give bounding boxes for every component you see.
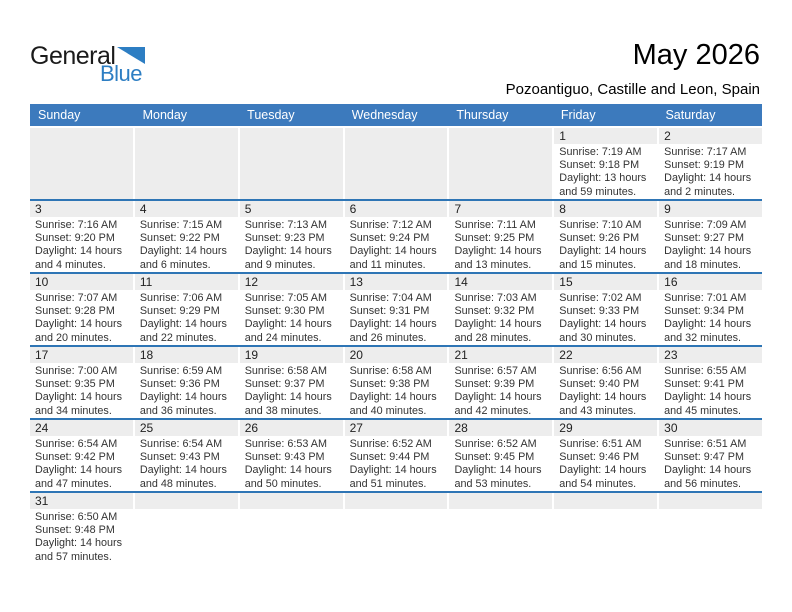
- calendar-cell-day-31: [30, 493, 133, 566]
- sunrise-text: Sunrise: 6:56 AM: [559, 365, 642, 377]
- day-details: [345, 290, 448, 345]
- sunrise-text: Sunrise: 7:13 AM: [244, 219, 327, 231]
- sunrise-text: Sunrise: 6:52 AM: [454, 438, 537, 450]
- weekday-header-tuesday: Tuesday: [247, 108, 295, 122]
- empty-cell: [659, 493, 762, 566]
- sunrise-text: Sunrise: 7:10 AM: [559, 219, 642, 231]
- day-number: 20: [345, 347, 448, 363]
- daylight-text-line2: and 45 minutes.: [664, 404, 741, 417]
- daylight-text-line1: Daylight: 14 hours: [559, 391, 647, 404]
- sunset-text: Sunset: 9:43 PM: [139, 451, 220, 464]
- calendar-cell-day-9: [659, 201, 762, 272]
- daylight-text-line1: Daylight: 14 hours: [664, 318, 752, 331]
- sunset-text: Sunset: 9:28 PM: [35, 305, 115, 318]
- day-details: [449, 290, 552, 345]
- sunrise-text: Sunrise: 7:06 AM: [139, 292, 223, 304]
- empty-cell: [240, 128, 343, 199]
- sunset-text: Sunset: 9:33 PM: [559, 305, 640, 318]
- day-number: 8: [554, 201, 657, 217]
- daylight-text-line2: and 59 minutes.: [559, 185, 637, 198]
- day-details: [554, 290, 657, 345]
- day-details: [449, 436, 552, 491]
- day-number: 10: [30, 274, 133, 290]
- daylight-text-line2: and 20 minutes.: [35, 331, 112, 344]
- empty-cell: [345, 493, 448, 566]
- day-number: 1: [554, 128, 657, 144]
- daylight-text-line1: Daylight: 14 hours: [139, 464, 227, 477]
- sunset-text: Sunset: 9:43 PM: [244, 451, 325, 464]
- day-details: [449, 217, 552, 272]
- calendar-cell-day-20: [345, 347, 448, 418]
- sunset-text: Sunset: 9:37 PM: [244, 378, 325, 391]
- sunset-text: Sunset: 9:26 PM: [559, 232, 640, 245]
- day-number: [449, 493, 552, 509]
- daylight-text-line1: Daylight: 14 hours: [454, 318, 542, 331]
- week-row: [30, 493, 762, 566]
- sunrise-text: Sunrise: 7:09 AM: [664, 219, 747, 231]
- sunset-text: Sunset: 9:23 PM: [244, 232, 325, 245]
- day-details: [554, 217, 657, 272]
- sunset-text: Sunset: 9:36 PM: [139, 378, 220, 391]
- empty-cell: [240, 493, 343, 566]
- daylight-text-line1: Daylight: 14 hours: [139, 391, 227, 404]
- empty-cell: [135, 493, 238, 566]
- day-details: [135, 363, 238, 418]
- daylight-text-line2: and 57 minutes.: [35, 550, 112, 563]
- sunrise-text: Sunrise: 7:07 AM: [35, 292, 118, 304]
- daylight-text-line1: Daylight: 14 hours: [35, 245, 123, 258]
- sunrise-text: Sunrise: 6:50 AM: [35, 511, 118, 523]
- weekday-header-row: [30, 104, 762, 126]
- day-details: [659, 363, 762, 418]
- daylight-text-line2: and 13 minutes.: [454, 258, 532, 271]
- daylight-text-line1: Daylight: 14 hours: [664, 172, 752, 185]
- sunset-text: Sunset: 9:31 PM: [349, 305, 430, 318]
- empty-cell: [554, 493, 657, 566]
- daylight-text-line1: Daylight: 14 hours: [664, 391, 752, 404]
- day-number: 31: [30, 493, 133, 509]
- sunrise-text: Sunrise: 6:52 AM: [349, 438, 432, 450]
- daylight-text-line1: Daylight: 14 hours: [35, 464, 123, 477]
- sunrise-text: Sunrise: 7:11 AM: [454, 219, 536, 231]
- page-subtitle: Pozoantiguo, Castille and Leon, Spain: [505, 80, 760, 98]
- sunset-text: Sunset: 9:38 PM: [349, 378, 430, 391]
- daylight-text-line1: Daylight: 14 hours: [244, 318, 332, 331]
- day-number: 23: [659, 347, 762, 363]
- daylight-text-line2: and 43 minutes.: [559, 404, 637, 417]
- day-number: 27: [345, 420, 448, 436]
- sunset-text: Sunset: 9:29 PM: [139, 305, 220, 318]
- day-details: [659, 436, 762, 491]
- weekday-header-monday: Monday: [142, 108, 188, 122]
- day-number: 19: [240, 347, 343, 363]
- sunset-text: Sunset: 9:47 PM: [664, 451, 744, 464]
- day-details: [345, 217, 448, 272]
- daylight-text-line2: and 18 minutes.: [664, 258, 741, 271]
- sunset-text: Sunset: 9:27 PM: [664, 232, 744, 245]
- daylight-text-line2: and 50 minutes.: [244, 477, 322, 490]
- daylight-text-line1: Daylight: 14 hours: [244, 391, 332, 404]
- day-number: 4: [135, 201, 238, 217]
- day-details: [240, 436, 343, 491]
- empty-cell: [135, 128, 238, 199]
- sunrise-text: Sunrise: 7:12 AM: [349, 219, 432, 231]
- daylight-text-line2: and 30 minutes.: [559, 331, 637, 344]
- daylight-text-line1: Daylight: 14 hours: [664, 464, 752, 477]
- calendar-cell-day-27: [345, 420, 448, 491]
- calendar-grid: [30, 104, 762, 566]
- week-row: [30, 274, 762, 347]
- day-details: [30, 363, 133, 418]
- day-number: 12: [240, 274, 343, 290]
- daylight-text-line2: and 32 minutes.: [664, 331, 741, 344]
- day-details: [30, 290, 133, 345]
- sunset-text: Sunset: 9:34 PM: [664, 305, 744, 318]
- day-number: 28: [449, 420, 552, 436]
- empty-cell: [449, 128, 552, 199]
- sunset-text: Sunset: 9:32 PM: [454, 305, 535, 318]
- daylight-text-line1: Daylight: 14 hours: [349, 318, 437, 331]
- daylight-text-line2: and 4 minutes.: [35, 258, 106, 271]
- day-number: 22: [554, 347, 657, 363]
- day-details: [135, 436, 238, 491]
- calendar-cell-day-17: [30, 347, 133, 418]
- sunrise-text: Sunrise: 6:59 AM: [139, 365, 223, 377]
- day-number: 24: [30, 420, 133, 436]
- day-details: [135, 217, 238, 272]
- calendar-cell-day-24: [30, 420, 133, 491]
- day-number: 7: [449, 201, 552, 217]
- sunrise-text: Sunrise: 6:55 AM: [664, 365, 747, 377]
- daylight-text-line1: Daylight: 14 hours: [244, 464, 332, 477]
- day-details: [345, 436, 448, 491]
- calendar-cell-day-13: [345, 274, 448, 345]
- calendar-cell-day-5: [240, 201, 343, 272]
- daylight-text-line2: and 48 minutes.: [139, 477, 217, 490]
- daylight-text-line2: and 9 minutes.: [244, 258, 316, 271]
- sunset-text: Sunset: 9:25 PM: [454, 232, 535, 245]
- daylight-text-line1: Daylight: 14 hours: [454, 245, 542, 258]
- calendar-cell-day-18: [135, 347, 238, 418]
- sunrise-text: Sunrise: 6:58 AM: [349, 365, 432, 377]
- daylight-text-line2: and 40 minutes.: [349, 404, 427, 417]
- calendar-cell-day-8: [554, 201, 657, 272]
- sunset-text: Sunset: 9:19 PM: [664, 159, 744, 172]
- day-number: 16: [659, 274, 762, 290]
- day-number: 2: [659, 128, 762, 144]
- weekday-header-thursday: Thursday: [456, 108, 509, 122]
- calendar-cell-day-3: [30, 201, 133, 272]
- day-number: 3: [30, 201, 133, 217]
- daylight-text-line1: Daylight: 14 hours: [139, 318, 227, 331]
- logo-text-general: General: [30, 42, 116, 70]
- sunset-text: Sunset: 9:42 PM: [35, 451, 115, 464]
- day-number: 30: [659, 420, 762, 436]
- day-details: [240, 217, 343, 272]
- sunrise-text: Sunrise: 7:05 AM: [244, 292, 327, 304]
- weekday-header-saturday: Saturday: [665, 108, 716, 122]
- general-blue-logo: [30, 44, 145, 85]
- weekday-header-sunday: Sunday: [38, 108, 81, 122]
- day-number: 15: [554, 274, 657, 290]
- day-number: [135, 493, 238, 509]
- day-details: [240, 290, 343, 345]
- calendar-cell-day-26: [240, 420, 343, 491]
- sunrise-text: Sunrise: 6:51 AM: [559, 438, 642, 450]
- daylight-text-line2: and 51 minutes.: [349, 477, 427, 490]
- week-row: [30, 420, 762, 493]
- calendar-cell-day-29: [554, 420, 657, 491]
- week-row: [30, 201, 762, 274]
- sunrise-text: Sunrise: 6:53 AM: [244, 438, 327, 450]
- daylight-text-line1: Daylight: 14 hours: [139, 245, 227, 258]
- weekday-header-wednesday: Wednesday: [351, 108, 418, 122]
- day-number: 11: [135, 274, 238, 290]
- daylight-text-line2: and 42 minutes.: [454, 404, 532, 417]
- day-number: 25: [135, 420, 238, 436]
- calendar-cell-day-14: [449, 274, 552, 345]
- sunset-text: Sunset: 9:44 PM: [349, 451, 430, 464]
- calendar-cell-day-30: [659, 420, 762, 491]
- day-details: [240, 363, 343, 418]
- day-number: [345, 493, 448, 509]
- day-details: [554, 436, 657, 491]
- day-details: [449, 363, 552, 418]
- empty-cell: [30, 128, 133, 199]
- calendar-cell-day-15: [554, 274, 657, 345]
- calendar-cell-day-10: [30, 274, 133, 345]
- sunrise-text: Sunrise: 6:57 AM: [454, 365, 537, 377]
- day-number: 17: [30, 347, 133, 363]
- daylight-text-line1: Daylight: 14 hours: [664, 245, 752, 258]
- calendar-cell-day-6: [345, 201, 448, 272]
- sunset-text: Sunset: 9:20 PM: [35, 232, 115, 245]
- day-details: [30, 217, 133, 272]
- page-title: May 2026: [632, 39, 760, 71]
- sunset-text: Sunset: 9:18 PM: [559, 159, 640, 172]
- sunset-text: Sunset: 9:46 PM: [559, 451, 640, 464]
- calendar-cell-day-2: [659, 128, 762, 199]
- calendar-cell-day-23: [659, 347, 762, 418]
- sunrise-text: Sunrise: 7:16 AM: [35, 219, 118, 231]
- daylight-text-line1: Daylight: 14 hours: [454, 391, 542, 404]
- daylight-text-line2: and 47 minutes.: [35, 477, 112, 490]
- week-row: [30, 128, 762, 201]
- calendar-cell-day-25: [135, 420, 238, 491]
- calendar-cell-day-16: [659, 274, 762, 345]
- calendar-cell-day-11: [135, 274, 238, 345]
- daylight-text-line1: Daylight: 14 hours: [35, 537, 123, 550]
- day-number: 5: [240, 201, 343, 217]
- sunrise-text: Sunrise: 7:01 AM: [664, 292, 747, 304]
- day-details: [659, 144, 762, 199]
- empty-cell: [449, 493, 552, 566]
- calendar-cell-day-22: [554, 347, 657, 418]
- day-number: 13: [345, 274, 448, 290]
- daylight-text-line2: and 36 minutes.: [139, 404, 217, 417]
- daylight-text-line1: Daylight: 14 hours: [244, 245, 332, 258]
- day-number: 9: [659, 201, 762, 217]
- calendar-cell-day-7: [449, 201, 552, 272]
- day-number: 21: [449, 347, 552, 363]
- sunset-text: Sunset: 9:39 PM: [454, 378, 535, 391]
- sunrise-text: Sunrise: 6:58 AM: [244, 365, 327, 377]
- daylight-text-line2: and 2 minutes.: [664, 185, 735, 198]
- sunrise-text: Sunrise: 7:04 AM: [349, 292, 432, 304]
- day-number: 6: [345, 201, 448, 217]
- day-details: [554, 363, 657, 418]
- daylight-text-line1: Daylight: 14 hours: [349, 464, 437, 477]
- sunset-text: Sunset: 9:41 PM: [664, 378, 744, 391]
- daylight-text-line1: Daylight: 14 hours: [349, 245, 437, 258]
- calendar-cell-day-1: [554, 128, 657, 199]
- daylight-text-line2: and 54 minutes.: [559, 477, 637, 490]
- daylight-text-line2: and 56 minutes.: [664, 477, 741, 490]
- sunrise-text: Sunrise: 7:00 AM: [35, 365, 118, 377]
- title-block: [506, 40, 760, 98]
- daylight-text-line2: and 6 minutes.: [139, 258, 211, 271]
- calendar-cell-day-4: [135, 201, 238, 272]
- sunset-text: Sunset: 9:24 PM: [349, 232, 430, 245]
- logo-text-blue: Blue: [100, 61, 143, 86]
- day-details: [554, 144, 657, 199]
- day-number: 26: [240, 420, 343, 436]
- daylight-text-line1: Daylight: 14 hours: [559, 245, 647, 258]
- day-number: 18: [135, 347, 238, 363]
- daylight-text-line2: and 53 minutes.: [454, 477, 532, 490]
- day-details: [345, 363, 448, 418]
- daylight-text-line2: and 38 minutes.: [244, 404, 322, 417]
- day-details: [659, 290, 762, 345]
- sunrise-text: Sunrise: 7:15 AM: [139, 219, 223, 231]
- sunset-text: Sunset: 9:45 PM: [454, 451, 535, 464]
- sunset-text: Sunset: 9:22 PM: [139, 232, 220, 245]
- calendar-cell-day-12: [240, 274, 343, 345]
- sunrise-text: Sunrise: 6:54 AM: [35, 438, 118, 450]
- daylight-text-line1: Daylight: 14 hours: [454, 464, 542, 477]
- day-details: [30, 436, 133, 491]
- sunset-text: Sunset: 9:35 PM: [35, 378, 115, 391]
- sunset-text: Sunset: 9:48 PM: [35, 524, 115, 537]
- empty-cell: [345, 128, 448, 199]
- weekday-header-friday: Friday: [560, 108, 596, 122]
- daylight-text-line1: Daylight: 14 hours: [559, 464, 647, 477]
- sunrise-text: Sunrise: 6:54 AM: [139, 438, 223, 450]
- daylight-text-line2: and 34 minutes.: [35, 404, 112, 417]
- sunrise-text: Sunrise: 7:02 AM: [559, 292, 642, 304]
- daylight-text-line1: Daylight: 14 hours: [35, 391, 123, 404]
- daylight-text-line2: and 22 minutes.: [139, 331, 217, 344]
- sunrise-text: Sunrise: 7:03 AM: [454, 292, 537, 304]
- daylight-text-line2: and 28 minutes.: [454, 331, 532, 344]
- day-number: [554, 493, 657, 509]
- daylight-text-line2: and 11 minutes.: [349, 258, 426, 271]
- day-details: [30, 509, 133, 564]
- calendar-cell-day-21: [449, 347, 552, 418]
- calendar-cell-day-28: [449, 420, 552, 491]
- sunrise-text: Sunrise: 6:51 AM: [664, 438, 747, 450]
- day-details: [659, 217, 762, 272]
- daylight-text-line1: Daylight: 13 hours: [559, 172, 647, 185]
- sunset-text: Sunset: 9:30 PM: [244, 305, 325, 318]
- weeks-container: [30, 128, 762, 566]
- day-number: 14: [449, 274, 552, 290]
- calendar-cell-day-19: [240, 347, 343, 418]
- daylight-text-line1: Daylight: 14 hours: [349, 391, 437, 404]
- day-number: [240, 493, 343, 509]
- sunrise-text: Sunrise: 7:19 AM: [559, 146, 642, 158]
- week-row: [30, 347, 762, 420]
- day-number: 29: [554, 420, 657, 436]
- daylight-text-line1: Daylight: 14 hours: [559, 318, 647, 331]
- day-details: [135, 290, 238, 345]
- daylight-text-line2: and 24 minutes.: [244, 331, 322, 344]
- daylight-text-line1: Daylight: 14 hours: [35, 318, 123, 331]
- sunset-text: Sunset: 9:40 PM: [559, 378, 640, 391]
- sunrise-text: Sunrise: 7:17 AM: [664, 146, 747, 158]
- daylight-text-line2: and 26 minutes.: [349, 331, 427, 344]
- day-number: [659, 493, 762, 509]
- daylight-text-line2: and 15 minutes.: [559, 258, 637, 271]
